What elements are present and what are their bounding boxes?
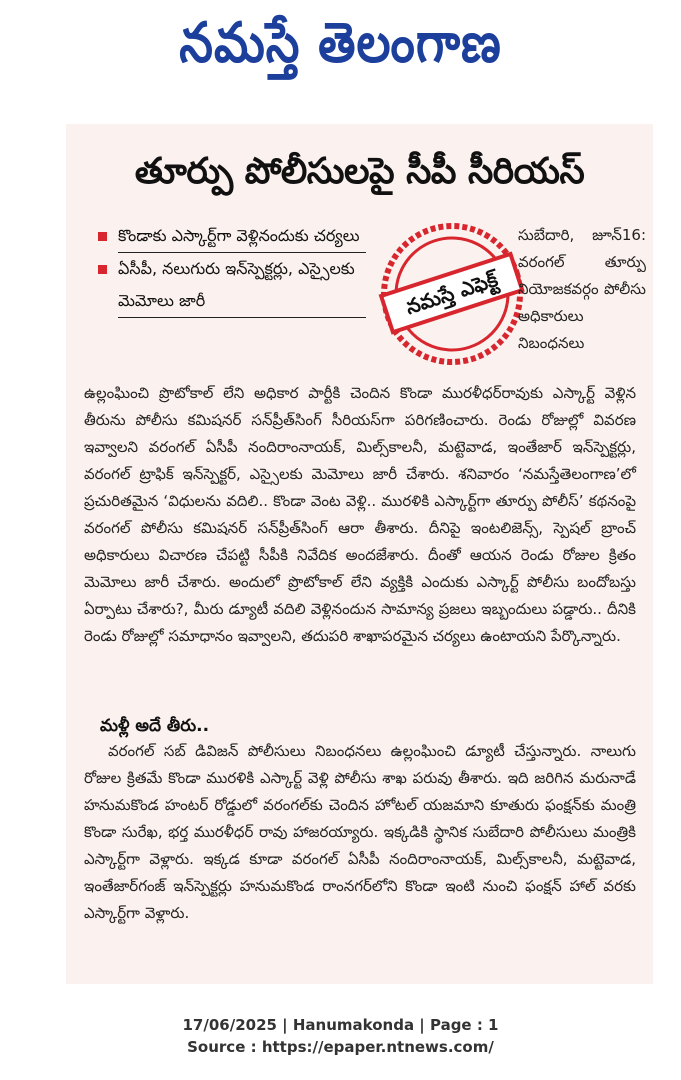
footer-date-location: 17/06/2025 | Hanumakonda | Page : 1: [182, 1016, 499, 1034]
masthead-title: నమస్తే తెలంగాణ: [179, 10, 502, 76]
subhead-item: [96, 220, 366, 253]
stamp-label: నమస్తే ఎఫెక్ట్: [402, 266, 501, 320]
article-paragraph: వరంగల్ సబ్ డివిజన్ పోలీసులు నిబంధనలు ఉల్లంఘించి డ్యూటీ చేస్తున్నారు. నాలుగు రోజుల క్రితమే కొండా మురళికి ఎస్కార్ట్ వెళ్లి పోలీసు శాఖ పరువు తీశారు. ఇది జరిగిన మరునాడే హనుమకొండ హంటర్ రోడ్డులో వరంగల్‌కు చెందిన హోటల్ యజమాని కూతురు ఫంక్షన్‌కు మంత్రి కొండా సురేఖ, భర్త మురళీధర్ రావు హాజరయ్యారు. ఇక్కడికి స్థానిక సుబేదారి పోలీసులు మంత్రికి ఎస్కార్ట్‌గా వెళ్లారు. ఇక్కడ కూడా వరంగల్ ఏసీపీ నందిరాంనాయక్, మిల్స్‌కాలనీ, మట్టెవాడ, ఇంతేజార్‌గంజ్ ఇన్‌స్పెక్టర్లు హనుమకొండ రాంనగర్‌లోని కొండా ఇంటి నుంచి ఫంక్షన్ హాల్ వరకు ఎస్కార్ట్‌గా వెళ్లారు.: [84, 742, 636, 922]
subhead-item: [96, 253, 366, 318]
subhead-text: ఏసీపీ, నలుగురు ఇన్‌స్పెక్టర్లు, ఎస్సైలకు మెమోలు జారీ: [118, 253, 366, 318]
article-headline: తూర్పు పోలీసులపై సీపీ సీరియస్: [134, 151, 585, 192]
article-subtitle: మళ్లీ అదే తీరు..: [100, 716, 210, 736]
article-paragraph: ఉల్లంఘించి ప్రొటోకాల్ లేని అధికార పార్టీకి చెందిన కొండా మురళీధర్‌రావుకు ఎస్కార్ట్ వెళ్లిన తీరును పోలీసు కమిషనర్ సన్‌ప్రీత్‌సింగ్ సీరియస్‌గా పరిగణించారు. రెండు రోజుల్లో వివరణ ఇవ్వాలని వరంగల్ ఏసీపీ నందిరాంనాయక్, మిల్స్‌కాలనీ, మట్టెవాడ, ఇంతేజార్ ఇన్‌స్పెక్టర్లు, వరంగల్ ట్రాఫిక్ ఇన్‌స్పెక్టర్, ఎస్సైలకు మెమోలు జారీ చేశారు. శనివారం ‘నమస్తేతెలంగాణ’లో ప్రచురితమైన ‘విధులను వదిలి.. కొండా వెంట వెళ్లి.. మురళికి ఎస్కార్ట్‌గా తూర్పు పోలీస్’ కథనంపై వరంగల్ పోలీసు కమిషనర్ సన్‌ప్రీత్‌సింగ్ ఆరా తీశారు. దీనిపై ఇంటలిజెన్స్, స్పెషల్ బ్రాంచ్ అధికారులు విచారణ చేపట్టి సీపీకి నివేదిక అందజేశారు. దీంతో ఆయన రెండు రోజుల క్రితం మెమోలు జారీ చేశారు. అందులో ప్రొటోకాల్ లేని వ్యక్తికి ఎందుకు ఎస్కార్ట్ పోలీసు బందోబస్తు ఏర్పాటు చేశారు?, మీరు డ్యూటీ వదిలి వెళ్లినందున సామాన్య ప్రజలు ఇబ్బందులు పడ్డారు.. దీనికి రెండు రోజుల్లో సమాధానం ఇవ్వాలని, తదుపరి శాఖాపరమైన చర్యలు ఉంటాయని పేర్కొన్నారు.: [84, 384, 636, 645]
article-dateline: సుబేదారి, జూన్16: వరంగల్ తూర్పు నియోజకవర్గం పోలీసు అధికారులు నిబంధనలు: [518, 226, 646, 352]
news-clipping: [66, 124, 653, 984]
red-square-bullet-icon: [98, 265, 107, 274]
article-body: [84, 380, 636, 650]
newspaper-masthead: [0, 8, 681, 78]
namaste-effect-stamp-icon: [378, 220, 526, 368]
subhead-text: కొండాకు ఎస్కార్ట్‌గా వెళ్లినందుకు చర్యలు: [118, 220, 366, 253]
red-square-bullet-icon: [98, 232, 107, 241]
page-footer: [0, 1014, 681, 1058]
footer-source-link[interactable]: Source : https://epaper.ntnews.com/: [187, 1038, 494, 1056]
article-body-2: [84, 738, 636, 927]
subheads-list: [96, 220, 366, 318]
